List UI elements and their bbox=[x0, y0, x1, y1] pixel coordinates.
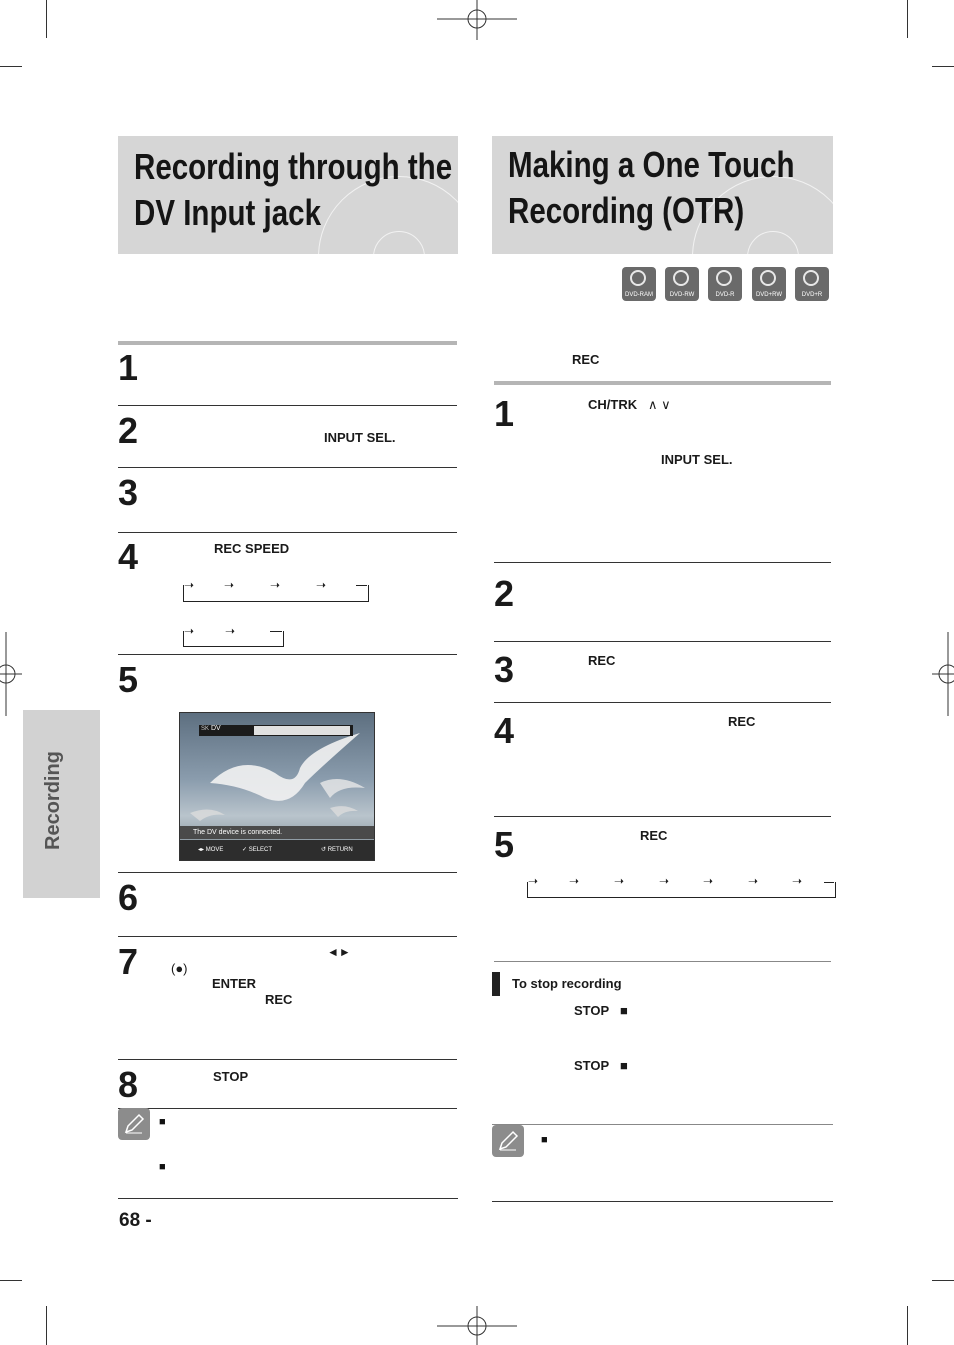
crop-mark bbox=[932, 66, 954, 67]
cycle-arrow: ➝ bbox=[316, 578, 327, 592]
cycle-arrow: ➝ bbox=[659, 874, 670, 888]
osd-transport-controls bbox=[254, 726, 350, 735]
cycle-bracket-top bbox=[824, 882, 834, 883]
keyword: STOP ■ bbox=[574, 1058, 628, 1073]
crop-mark bbox=[0, 66, 22, 67]
osd-source-label: DV bbox=[211, 725, 221, 732]
section-divider bbox=[494, 961, 831, 962]
step-divider bbox=[118, 872, 457, 873]
osd-return-hint: ↺ RETURN bbox=[321, 847, 353, 853]
crop-mark bbox=[932, 1280, 954, 1281]
note-bottom-rule bbox=[118, 1198, 458, 1199]
note-bullet: ■ bbox=[159, 1116, 166, 1128]
keyword: ENTER bbox=[212, 976, 257, 991]
step-divider bbox=[118, 654, 457, 655]
step-divider bbox=[494, 702, 831, 703]
page-number: 68 - bbox=[119, 1210, 152, 1231]
stop-square-icon: ■ bbox=[620, 1003, 628, 1018]
section-tab-label: Recording bbox=[42, 751, 64, 850]
cycle-arrow: ➝ bbox=[270, 578, 281, 592]
up-down-arrows-icon: ∧ ∨ bbox=[648, 397, 671, 412]
stop-square-icon: ■ bbox=[620, 1058, 628, 1073]
cycle-bracket-top bbox=[356, 585, 367, 586]
note-bullet: ■ bbox=[541, 1134, 548, 1146]
registration-mark-icon bbox=[932, 632, 954, 716]
osd-select-hint: ✓ SELECT bbox=[242, 847, 273, 853]
keyword: REC bbox=[572, 352, 600, 367]
step-number: 7 bbox=[118, 941, 139, 982]
cycle-arrow: ➝ bbox=[792, 874, 803, 888]
step-divider bbox=[494, 562, 831, 563]
cycle-arrow: ➝ bbox=[569, 874, 580, 888]
step-number: 3 bbox=[494, 649, 515, 690]
right-page-title bbox=[508, 142, 794, 234]
keyword: STOP bbox=[213, 1069, 249, 1084]
steps-top-rule bbox=[118, 341, 457, 345]
steps-top-rule bbox=[494, 381, 831, 385]
cycle-arrow: ➝ bbox=[184, 578, 195, 592]
registration-mark-icon bbox=[437, 1306, 517, 1345]
cycle-arrow: ➝ bbox=[224, 578, 235, 592]
left-title-line-1: Recording through the bbox=[134, 146, 453, 187]
osd-navigation-bar bbox=[180, 840, 374, 860]
keyword: REC SPEED bbox=[214, 541, 290, 556]
dvd-plus-r-badge-icon: DVD+R bbox=[795, 267, 829, 301]
note-pencil-icon bbox=[118, 1108, 150, 1140]
note-bullet: ■ bbox=[159, 1161, 166, 1173]
step-number: 4 bbox=[494, 710, 515, 751]
step-number: 5 bbox=[118, 659, 139, 700]
cycle-arrow: ➝ bbox=[528, 874, 539, 888]
dvd-r-badge-icon: DVD-R bbox=[708, 267, 742, 301]
note-pencil-icon bbox=[492, 1125, 524, 1157]
step-divider bbox=[118, 1108, 457, 1109]
keyword: INPUT SEL. bbox=[324, 430, 396, 445]
note-bottom-rule bbox=[492, 1201, 833, 1202]
cycle-arrow: ➝ bbox=[225, 624, 236, 638]
right-title-line-1: Making a One Touch bbox=[508, 144, 795, 185]
keyword: STOP ■ bbox=[574, 1003, 628, 1018]
left-right-arrows-icon: ◄► bbox=[327, 945, 351, 959]
osd-message: The DV device is connected. bbox=[180, 826, 374, 839]
step-number: 2 bbox=[118, 410, 139, 451]
right-title-banner bbox=[492, 136, 833, 254]
crop-mark bbox=[907, 0, 908, 38]
crop-mark bbox=[46, 0, 47, 38]
keyword: CH/TRK bbox=[588, 397, 638, 412]
left-title-banner bbox=[118, 136, 458, 254]
cycle-arrow: ➝ bbox=[748, 874, 759, 888]
step-divider bbox=[118, 532, 457, 533]
right-title-line-2: Recording (OTR) bbox=[508, 190, 745, 231]
keyword: INPUT SEL. bbox=[661, 452, 733, 467]
keyword: REC bbox=[588, 653, 616, 668]
record-symbol: (●) bbox=[171, 961, 188, 976]
keyword: REC bbox=[265, 992, 293, 1007]
dvd-rw-badge-icon: DVD-RW bbox=[665, 267, 699, 301]
keyword: REC bbox=[640, 828, 668, 843]
step-number: 2 bbox=[494, 573, 515, 614]
cycle-bracket-top bbox=[270, 631, 282, 632]
cycle-arrow: ➝ bbox=[614, 874, 625, 888]
osd-status-bar bbox=[199, 725, 353, 736]
stop-recording-heading: To stop recording bbox=[512, 976, 622, 991]
note-top-rule bbox=[492, 1124, 833, 1125]
cycle-arrow: ➝ bbox=[184, 624, 195, 638]
step-divider bbox=[118, 405, 457, 406]
step-number: 1 bbox=[494, 393, 515, 434]
crop-mark bbox=[46, 1306, 47, 1345]
registration-mark-icon bbox=[437, 0, 517, 40]
step-divider bbox=[494, 816, 831, 817]
step-divider bbox=[118, 1059, 457, 1060]
step-number: 4 bbox=[118, 536, 139, 577]
step-number: 1 bbox=[118, 347, 139, 388]
step-number: 3 bbox=[118, 472, 139, 513]
left-title-line-2: DV Input jack bbox=[134, 192, 321, 233]
keyword: REC bbox=[728, 714, 756, 729]
left-page-title bbox=[134, 144, 452, 236]
registration-mark-icon bbox=[0, 632, 22, 716]
dv-input-screen bbox=[179, 712, 375, 861]
osd-source-prefix: SK bbox=[201, 726, 210, 732]
dvd-plus-rw-badge-icon: DVD+RW bbox=[752, 267, 786, 301]
step-divider bbox=[494, 641, 831, 642]
step-number: 8 bbox=[118, 1064, 139, 1105]
step-divider bbox=[118, 467, 457, 468]
step-divider bbox=[118, 936, 457, 937]
osd-move-hint: ◂▸ MOVE bbox=[198, 847, 224, 853]
step-number: 5 bbox=[494, 824, 515, 865]
step-number: 6 bbox=[118, 877, 139, 918]
crop-mark bbox=[907, 1306, 908, 1345]
crop-mark bbox=[0, 1280, 22, 1281]
cycle-arrow: ➝ bbox=[703, 874, 714, 888]
dvd-ram-badge-icon: DVD-RAM bbox=[622, 267, 656, 301]
heading-marker bbox=[492, 972, 500, 996]
